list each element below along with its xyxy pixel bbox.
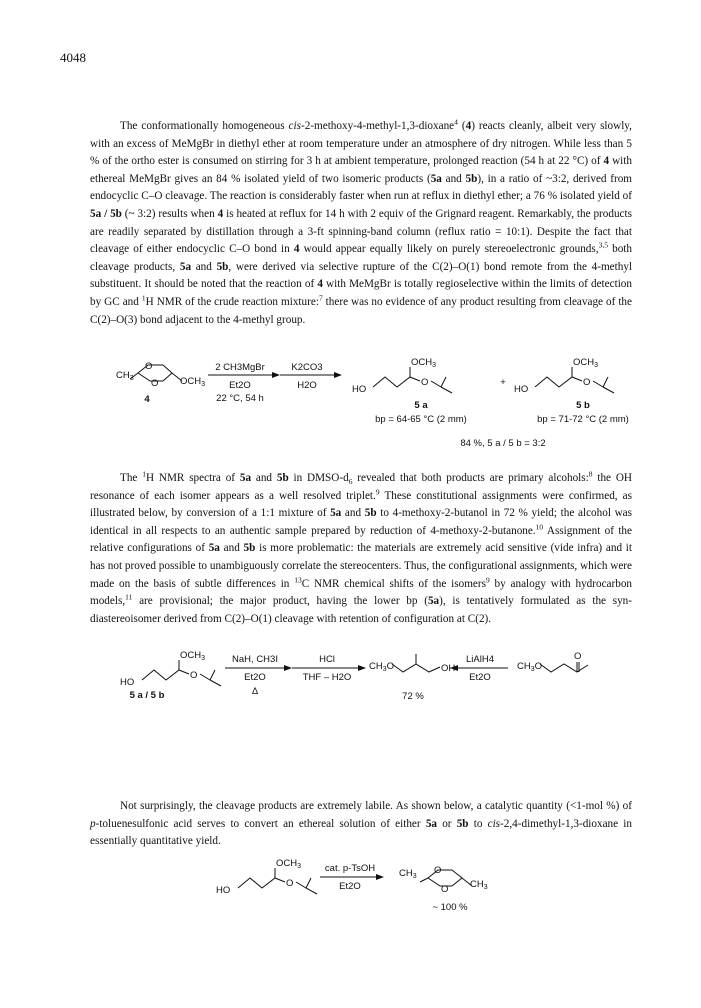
scheme1-reagent1-bot: 22 °C, 54 h bbox=[216, 393, 264, 404]
scheme2-r2-mid: THF – H2O bbox=[302, 672, 352, 683]
svg-text:HO: HO bbox=[352, 384, 367, 395]
scheme2-r1-mid: Et2O bbox=[244, 672, 266, 683]
svg-text:CH3: $CH_3$ bbox=[116, 370, 134, 382]
scheme1-p2-bp: bp = 71-72 °C (2 mm) bbox=[537, 414, 629, 425]
scheme2-r3-mid: Et2O bbox=[469, 672, 491, 683]
scheme1-reagent1-mid: Et2O bbox=[229, 380, 251, 391]
svg-text:HO: HO bbox=[514, 384, 529, 395]
svg-text:O: O bbox=[145, 361, 153, 372]
scheme1-plus: + bbox=[500, 377, 506, 388]
scheme2-r3-top: LiAlH4 bbox=[466, 654, 494, 665]
scheme2-sm-label: 5 a / 5 b bbox=[129, 690, 165, 701]
scheme3-reagent-bot: Et2O bbox=[339, 881, 361, 892]
scheme1-reagent2-top: K2CO3 bbox=[291, 362, 323, 373]
svg-text:O: O bbox=[286, 878, 294, 889]
svg-text:O: O bbox=[151, 378, 159, 389]
svg-text:O: O bbox=[441, 884, 449, 895]
svg-text:O: O bbox=[190, 670, 198, 681]
scheme1-reagent1-top: 2 CH3MgBr bbox=[215, 362, 265, 373]
page-number: 4048 bbox=[60, 50, 86, 65]
paragraph-1: The conformationally homogeneous cis-2-methoxy-4-methyl-1,3-dioxane$^4$ (4) reacts cleanly, albeit very slowly, with an excess of MeMgBr in diethyl ether at room temperature under an atmosphere of dry nitrogen. While less than 5 % of the ortho ester is consumed on stirring for 3 h at ambient temperature, prolonged reaction (54 h at 22 °C) of 4 with ethereal MeMgBr gives an 84 % isolated yield of two isomeric products (5a and 5b), in a ratio of ~3:2, derived from endocyclic C–O cleavage. The reaction is considerably faster when run at reflux in diethyl ether; a 76 % isolated yield of 5a / 5b (~ 3:2) results when 4 is heated at reflux for 14 h with 2 equiv of the Grignard reagent. Remarkably, the products are readily separated by distillation through a 3-ft spinning-band column (reflux ratio = 10:1). Despite the fact that cleavage of either endocyclic C–O bond in 4 would appear equally likely on purely stereoelectronic grounds,$^{3,5}$ both cleavage products, 5a and 5b, were derived via selective rupture of the C(2)–O(1) bond remote from the 4-methyl substituent. It should be noted that the reaction of 4 with MeMgBr is totally regioselective within the limits of detection by GC and $^1$H NMR of the crude reaction mixture:$^7$ there was no evidence of any product resulting from cleavage of the C(2)–O(3) bond adjacent to the 4-methyl group. bbox=[90, 117, 633, 326]
svg-text:CH3: $CH_3$ bbox=[470, 879, 488, 891]
scheme2-r1-bot: Δ bbox=[251, 686, 259, 697]
svg-text:OCH3: $OCH_3$ bbox=[180, 650, 206, 662]
svg-text:O: O bbox=[574, 651, 582, 662]
scheme1-p1-bp: bp = 64-65 °C (2 mm) bbox=[375, 414, 467, 425]
paragraph-2: The $^1$H NMR spectra of 5a and 5b in DMSO-$d_6$ revealed that both products are primary alcohols:$^8$ the OH resonance of each isomer appears as a well resolved triplet.$^9$ These constitutional assignments were confirmed, as illustrated below, by conversion of a 1:1 mixture of 5a and 5b to 4-methoxy-2-butanol in 72 % yield; the alcohol was identical in all respects to an authentic sample prepared by reduction of 4-methoxy-2-butanone.$^{10}$ Assignment of the relative configurations of 5a and 5b is more problematic: the materials are extremely acid sensitive (vide infra) and it has not proved possible to unambiguously correlate the stereocenters. Thus, the configurational assignments, which were made on the basis of subtle differences in $^{13}$C NMR chemical shifts of the isomers$^9$ by analogy with hydrocarbon models,$^{11}$ are provisional; the major product, having the lower bp (5a), is tentatively formulated as the syn-diastereoisomer derived from C(2)–O(1) cleavage with retention of configuration at C(2). bbox=[90, 469, 633, 625]
scheme2-r2-top: HCl bbox=[319, 654, 335, 665]
scheme1-p2-label: 5 b bbox=[576, 400, 590, 411]
svg-text:O: O bbox=[434, 865, 442, 876]
svg-text:OCH3: $OCH_3$ bbox=[180, 376, 206, 388]
svg-text:HO: HO bbox=[216, 885, 231, 896]
scheme2-r1-top: NaH, CH3I bbox=[232, 654, 278, 665]
svg-text:HO: HO bbox=[120, 677, 135, 688]
svg-text:CH3: $CH_3$ bbox=[399, 868, 417, 880]
svg-text:CH3O: $CH_3O$ bbox=[369, 661, 395, 673]
paragraph-3: Not surprisingly, the cleavage products are extremely labile. As shown below, a catalytic quantity (<1-mol %) of p-toluenesulfonic acid serves to convert an ethereal solution of either 5a or 5b to cis-2,4-dimethyl-1,3-dioxane in essentially quantitative yield. bbox=[90, 800, 632, 848]
scheme3-yield: ~ 100 % bbox=[432, 902, 468, 913]
scheme1-yield-ratio: 84 %, 5 a / 5 b = 3:2 bbox=[460, 438, 546, 449]
svg-text:O: O bbox=[421, 377, 429, 388]
svg-text:OCH3: $OCH_3$ bbox=[411, 357, 437, 369]
svg-text:CH3O: $CH_3O$ bbox=[517, 661, 543, 673]
svg-text:OH: OH bbox=[441, 663, 456, 674]
scheme1-sm-label: 4 bbox=[144, 394, 150, 405]
svg-text:OCH3: $OCH_3$ bbox=[276, 858, 302, 870]
svg-text:O: O bbox=[583, 377, 591, 388]
svg-text:OCH3: $OCH_3$ bbox=[573, 357, 599, 369]
scheme1-reagent2-bot: H2O bbox=[297, 380, 317, 391]
scheme3-reagent-top: cat. p-TsOH bbox=[324, 863, 376, 874]
scheme2-product-yield: 72 % bbox=[402, 691, 424, 702]
scheme1-p1-label: 5 a bbox=[414, 400, 428, 411]
